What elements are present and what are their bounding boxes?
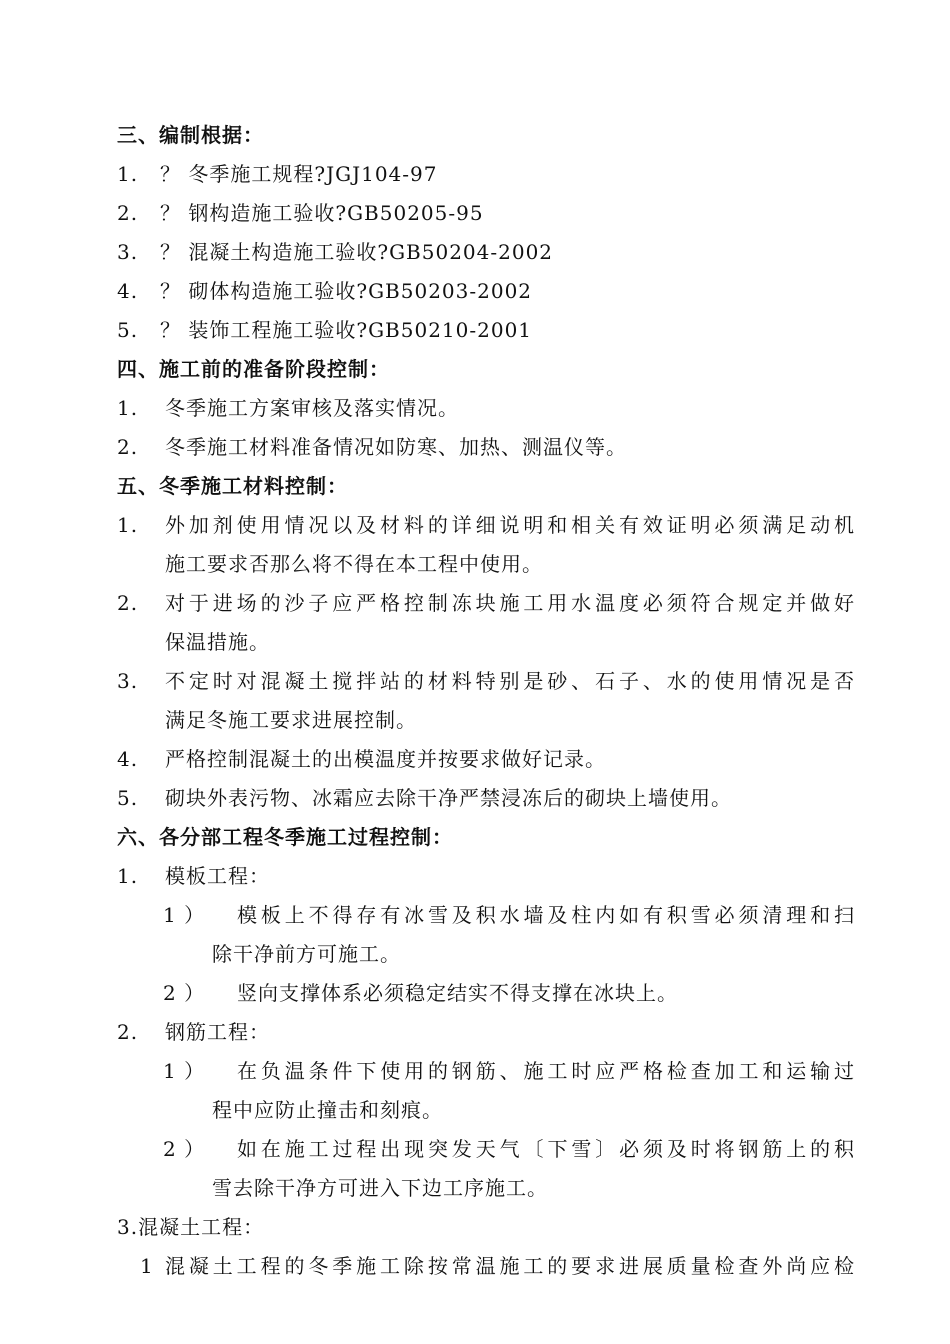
list-item-continuation: 保温措施。 <box>165 630 270 654</box>
sub-list-item-continuation: 雪去除干净方可进入下边工序施工。 <box>212 1176 548 1200</box>
section-6-title: 六、各分部工程冬季施工过程控制： <box>117 825 453 849</box>
list-item: 5. ？ 装饰工程施工验收?GB50210-2001 <box>117 318 533 342</box>
list-item: 1. ？ 冬季施工规程?JGJ104-97 <box>117 162 438 186</box>
list-item: 2. ？ 钢构造施工验收?GB50205-95 <box>117 201 484 225</box>
concrete-item: 1 混凝土工程的冬季施工除按常温施工的要求进展质量检查外尚应检 <box>140 1254 855 1278</box>
subsection-concrete: 3.混凝土工程： <box>117 1215 265 1239</box>
list-item: 2. 冬季施工材料准备情况如防寒、加热、测温仪等。 <box>117 435 627 459</box>
sub-list-item-continuation: 程中应防止撞击和刻痕。 <box>212 1098 443 1122</box>
list-item: 1. 冬季施工方案审核及落实情况。 <box>117 396 459 420</box>
list-item-continuation: 满足冬施工要求进展控制。 <box>165 708 417 732</box>
subsection-rebar: 2. 钢筋工程： <box>117 1020 270 1044</box>
sub-list-item: 1 ） 模板上不得存有冰雪及积水墙及柱内如有积雪必须清理和扫 <box>163 903 855 927</box>
sub-list-item: 2 ） 竖向支撑体系必须稳定结实不得支撑在冰块上。 <box>163 981 678 1005</box>
section-3-title: 三、编制根据： <box>117 123 264 147</box>
section-4-title: 四、施工前的准备阶段控制： <box>117 357 390 381</box>
list-item: 4. 严格控制混凝土的出模温度并按要求做好记录。 <box>117 747 606 771</box>
list-item: 1. 外加剂使用情况以及材料的详细说明和相关有效证明必须满足动机 <box>117 513 855 537</box>
sub-list-item: 1 ） 在负温条件下使用的钢筋、施工时应严格检查加工和运输过 <box>163 1059 855 1083</box>
sub-list-item-continuation: 除干净前方可施工。 <box>212 942 401 966</box>
list-item: 3. ？ 混凝土构造施工验收?GB50204-2002 <box>117 240 554 264</box>
list-item: 5. 砌块外表污物、冰霜应去除干净严禁浸冻后的砌块上墙使用。 <box>117 786 732 810</box>
list-item: 3. 不定时对混凝土搅拌站的材料特别是砂、石子、水的使用情况是否 <box>117 669 855 693</box>
list-item: 2. 对于进场的沙子应严格控制冻块施工用水温度必须符合规定并做好 <box>117 591 855 615</box>
list-item: 4. ？ 砌体构造施工验收?GB50203-2002 <box>117 279 533 303</box>
subsection-formwork: 1. 模板工程： <box>117 864 270 888</box>
section-5-title: 五、冬季施工材料控制： <box>117 474 348 498</box>
list-item-continuation: 施工要求否那么将不得在本工程中使用。 <box>165 552 543 576</box>
sub-list-item: 2 ） 如在施工过程出现突发天气〔下雪〕必须及时将钢筋上的积 <box>163 1137 855 1161</box>
